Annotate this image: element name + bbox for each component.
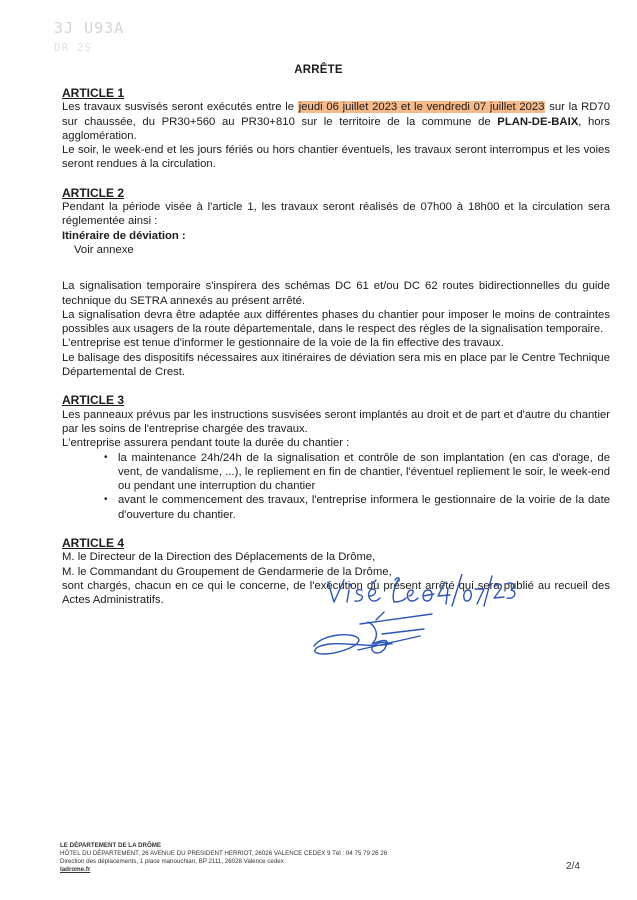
article-4-line-1: M. le Directeur de la Direction des Déplacements de la Drôme, (62, 551, 376, 564)
article-2 (62, 186, 610, 380)
obligations-list (62, 451, 610, 522)
deviation-subheading: Itinéraire de déviation : (62, 229, 186, 242)
article-3 (62, 393, 610, 522)
text-span: Les travaux susvisés seront exécutés entre le (62, 101, 298, 114)
commune-name: PLAN-DE-BAIX (497, 115, 579, 128)
article-3-paragraph-2: L'entreprise assurera pendant toute la durée du chantier : (62, 437, 350, 450)
footer-direction: Direction des déplacements, 1 place manouchian, BP 2111, 26028 Valence cedex (60, 858, 284, 865)
article-4-line-3: sont chargés, chacun en ce qui le concerne, de l'exécution du présent arrêté qui sera publié au recueil des Actes Administratifs. (62, 579, 610, 607)
document-title: ARRÊTE (294, 64, 343, 76)
annex-reference: Voir annexe (74, 243, 134, 256)
article-2-paragraph-5: Le balisage des dispositifs nécessaires aux itinéraires de déviation sera mis en place par le Centre Technique Départemental de Crest. (62, 351, 610, 379)
footer-organization: LE DÉPARTEMENT DE LA DRÔME (60, 842, 162, 849)
list-item: • la maintenance 24h/24h de la signalisation et contrôle de son implantation (en cas d'orage, de vent, de vandalisme, ...), le repliement en fin de chantier, l'éventuel repliement le soir, le week-end ou pendant une interruption du chantier (108, 451, 610, 494)
list-item: • avant le commencement des travaux, l'entreprise informera le gestionnaire de la voirie de la date d'ouverture du chantier. (108, 493, 610, 522)
article-1 (62, 86, 610, 172)
footer-website-link[interactable]: ladrome.fr (60, 866, 91, 873)
article-2-heading: ARTICLE 2 (62, 185, 125, 200)
article-2-paragraph-3: La signalisation devra être adaptée aux différentes phases du chantier pour imposer le moins de contraintes possibles aux usagers de la route départementale, dans le respect des règles de la signalisation temporaire. (62, 308, 610, 336)
article-4-heading: ARTICLE 4 (62, 536, 125, 551)
stamp-line-1: 3J U93A (54, 19, 125, 37)
article-2-paragraph-1: Pendant la période visée à l'article 1, les travaux seront réalisés de 07h00 à 18h00 et la circulation sera réglementée ainsi : (62, 201, 610, 228)
article-4-line-2: M. le Commandant du Groupement de Gendarmerie de la Drôme, (62, 565, 392, 578)
article-1-paragraph-1 (62, 100, 610, 143)
handwritten-signature (300, 574, 580, 684)
article-3-heading: ARTICLE 3 (62, 393, 125, 408)
signature-icon (300, 574, 580, 684)
stamp-line-2: DR 2S (54, 41, 93, 54)
page-number: 2/4 (566, 861, 580, 872)
received-stamp (54, 18, 124, 58)
document-body (62, 86, 610, 608)
highlighted-dates: jeudi 06 juillet 2023 et le vendredi 07 juillet 2023 (298, 101, 545, 114)
article-1-paragraph-2: Le soir, le week-end et les jours fériés ou hors chantier éventuels, les travaux seront interrompus et les voies seront rendues à la circulation. (62, 144, 610, 171)
footer-address: HÔTEL DU DÉPARTEMENT, 26 AVENUE DU PRESIDENT HERRIOT, 26026 VALENCE CEDEX 9 Tél : 04 75 79 26 26 (60, 850, 388, 857)
article-1-heading: ARTICLE 1 (62, 86, 125, 100)
text-span: , hors agglomération. (62, 115, 610, 142)
article-2-paragraph-2: La signalisation temporaire s'inspirera des schémas DC 61 et/ou DC 62 routes bidirectionnelles du guide technique du SETRA annexés au présent arrêté. (62, 280, 610, 307)
article-3-paragraph-1: Les panneaux prévus par les instructions susvisées seront implantés au droit et de part et d'autre du chantier par les soins de l'entreprise chargée des travaux. (62, 408, 610, 435)
page-footer (60, 842, 387, 874)
text-span: sur la RD70 sur chaussée, du PR30+560 au PR30+810 sur le territoire de la commune de (62, 101, 610, 128)
article-2-paragraph-4: L'entreprise est tenue d'informer le gestionnaire de la voie de la fin effective des travaux. (62, 337, 504, 350)
